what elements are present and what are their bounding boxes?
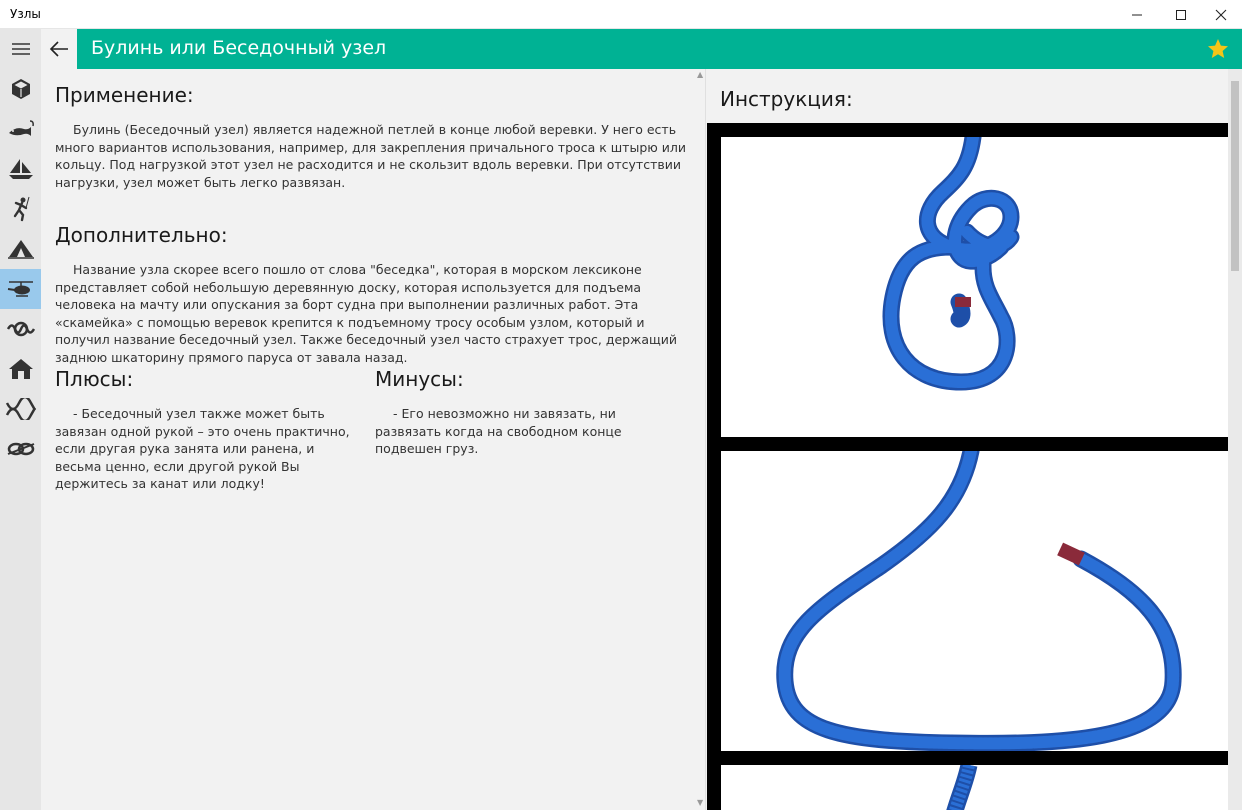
nav-item-basic[interactable] <box>0 69 41 109</box>
cube-icon <box>9 77 33 101</box>
tent-icon <box>6 237 36 261</box>
cons-text: - Его невозможно ни завязать, ни развязать когда на свободном конце подвешен груз. <box>375 406 622 456</box>
back-arrow-icon <box>49 40 69 58</box>
star-icon <box>1206 37 1230 61</box>
close-icon <box>1215 9 1227 21</box>
fishing-icon <box>6 117 36 141</box>
bowline-finished-image <box>721 137 1229 437</box>
maximize-icon <box>1175 9 1187 21</box>
pros-heading: Плюсы: <box>55 367 134 391</box>
sailboat-icon <box>7 157 35 181</box>
usage-heading: Применение: <box>55 83 194 107</box>
cons-heading: Минусы: <box>375 367 464 391</box>
instruction-step-image-1 <box>721 137 1229 437</box>
braid-icon <box>5 398 37 420</box>
climber-icon <box>9 196 33 222</box>
additional-heading: Дополнительно: <box>55 223 228 247</box>
rope-loop-image <box>721 451 1229 751</box>
content-scroll-down[interactable]: ▼ <box>697 798 704 807</box>
instructions-scrollbar[interactable] <box>1228 69 1242 810</box>
instructions-gallery[interactable] <box>707 123 1230 810</box>
usage-text: Булинь (Беседочный узел) является надежной петлей в конце любой веревки. У него есть много вариантов использования, например, для закрепления причального троса к штырю или кольцу. Под нагрузкой этот узел не расходится и не скользит вдоль веревки. При отсутствии нагрузки, узел может быть легко развязан. <box>55 122 686 190</box>
title-bar <box>0 0 1242 29</box>
pros-text: - Беседочный узел также может быть завязан одной рукой – это очень практично, если другая рука занята или ранена, и весьма ценно, если другой рукой Вы держитесь за канат или лодку! <box>55 406 350 491</box>
instructions-panel <box>705 69 1242 810</box>
instruction-step-image-2 <box>721 451 1229 751</box>
page-title: Булинь или Беседочный узел <box>91 37 387 59</box>
nav-item-decorative[interactable] <box>0 309 41 349</box>
window-title: Узлы <box>10 7 41 21</box>
rope-step3-image <box>721 765 1229 810</box>
scrollbar-thumb[interactable] <box>1231 81 1239 271</box>
nav-item-rescue[interactable] <box>0 269 41 309</box>
nav-item-braids[interactable] <box>0 389 41 429</box>
content-scroll-up[interactable]: ▲ <box>697 70 704 79</box>
minimize-icon <box>1131 9 1143 21</box>
rope-coil-icon <box>6 438 36 460</box>
knot-description <box>41 69 705 810</box>
house-icon <box>8 357 34 381</box>
instruction-step-image-3 <box>721 765 1229 810</box>
category-nav <box>0 69 41 810</box>
nav-item-sailing[interactable] <box>0 149 41 189</box>
nav-item-household[interactable] <box>0 349 41 389</box>
favorite-button[interactable] <box>1206 37 1230 61</box>
minimize-button[interactable] <box>1114 0 1160 29</box>
app-bar <box>77 29 1242 69</box>
nav-item-coils[interactable] <box>0 429 41 469</box>
hamburger-icon <box>11 41 31 57</box>
instructions-heading: Инструкция: <box>720 87 853 111</box>
nav-item-camping[interactable] <box>0 229 41 269</box>
helicopter-icon <box>5 279 37 299</box>
decorative-knot-icon <box>6 318 36 340</box>
header <box>0 29 1242 69</box>
hamburger-button[interactable] <box>0 29 41 69</box>
nav-item-climbing[interactable] <box>0 189 41 229</box>
close-button[interactable] <box>1198 0 1242 29</box>
back-button[interactable] <box>41 29 77 69</box>
additional-text: Название узла скорее всего пошло от слова "беседка", которая в морском лексиконе представляет собой небольшую деревянную доску, которая используется для подъема человека на мачту или опускания за борт судна при выполнении различных работ. Эта «скамейка» с помощью веревок крепится к подъемному тросу особым узлом, который и получил название беседочный узел. Также беседочный узел часто страхует трос, держащий заднюю шкаторину прямого паруса от завала назад. <box>55 262 678 365</box>
nav-item-fishing[interactable] <box>0 109 41 149</box>
